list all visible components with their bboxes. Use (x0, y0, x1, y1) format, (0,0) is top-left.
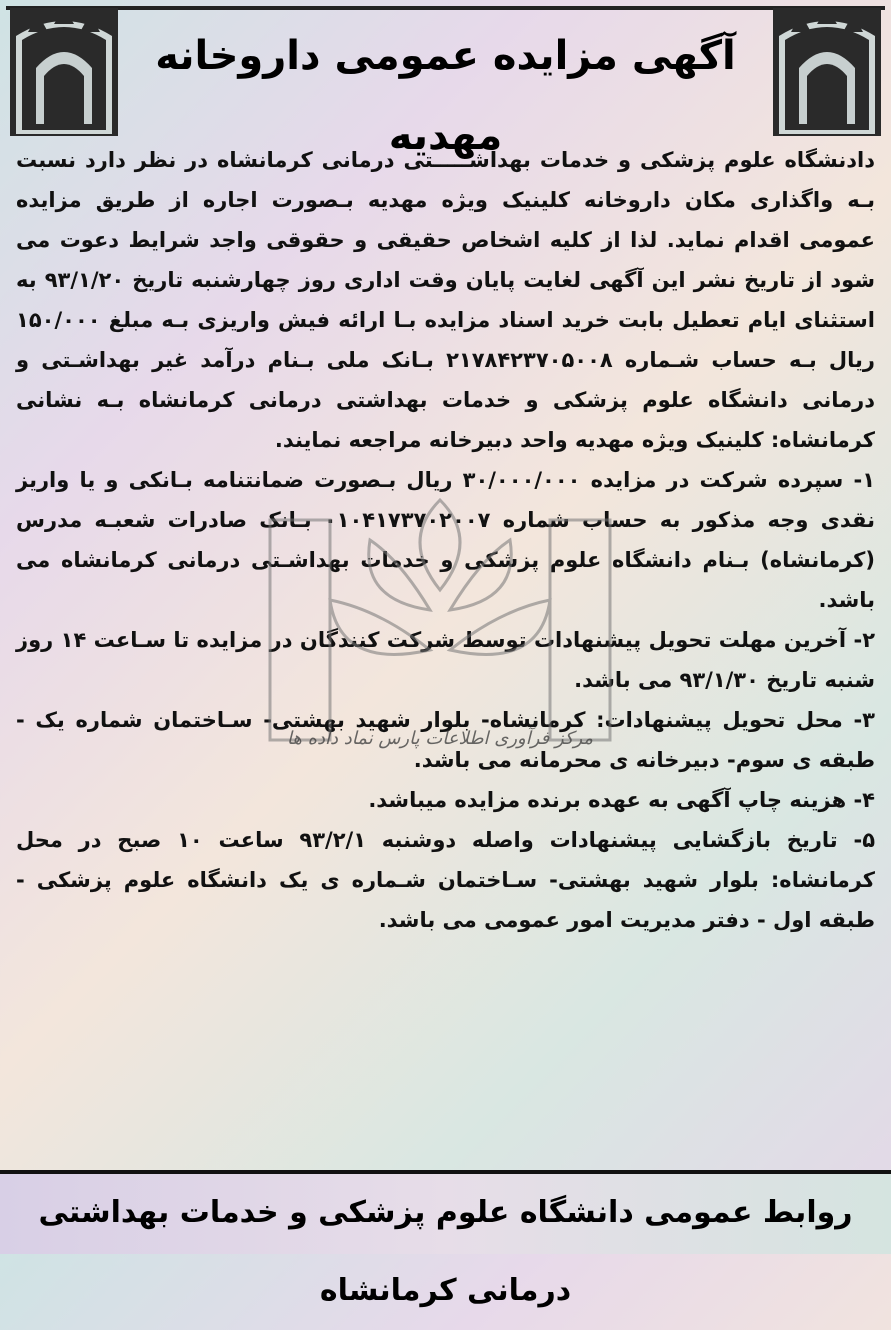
intro-paragraph: دادنشگاه علوم پزشکی و خدمات بهداشـــــتی درمانی کرمانشاه در نظر دارد نسبت بـه واگذاری مکان داروخانه کلینیک ویژه مهدیه بـصورت اجاره از طریق مزایده عمومی اقدام نماید. لذا از کلیه اشخاص حقیقی و حقوقی واجد شرایط دعوت می شود از تاریخ نشر این آگهی لغایت پایان وقت اداری روز چهارشنبه تاریخ ۹۳/۱/۲۰ به استثنای ایام تعطیل بابت خرید اسناد مزایده بـا ارائه فیش واریزی بـه مبلغ ۱۵۰/۰۰۰ ریال بـه حساب شـماره ۲۱۷۸۴۲۳۷۰۵۰۰۸ بـانک ملی بـنام درآمد غیر بهداشـتی و درمانی دانشگاه علوم پزشکی و خدمات بهداشتی درمانی کرمانشاه بـه نشانی کرمانشاه: کلینیک ویژه مهدیه واحد دبیرخانه مراجعه نمایند. (16, 148, 875, 452)
clause-3: ۳- محل تحویل پیشنهادات: کرمانشاه- بلوار شهید بهشتی- سـاختمان شماره یک - طبقه ی سوم- دبیرخانه ی محرمانه می باشد. (16, 708, 875, 772)
watermark-caption: مرکز فرآوری اطلاعات پارس نماد داده ها (286, 728, 594, 749)
footer-banner: روابط عمومی دانشگاه علوم پزشکی و خدمات بهداشتی درمانی کرمانشاه (0, 1174, 891, 1254)
top-border (6, 6, 885, 10)
clause-2: ۲- آخرین مهلت تحویل پیشنهادات توسط شرکت کنندگان در مزایده تا سـاعت ۱۴ روز شنبه تاریخ ۹۳/۱/۳۰ می باشد. (16, 628, 876, 692)
page-title: آگهی مزایده عمومی داروخانه مهدیه (155, 33, 736, 159)
clause-4: ۴- هزینه چاپ آگهی به عهده برنده مزایده میباشد. (368, 788, 875, 812)
university-logo-left (8, 6, 120, 138)
clause-5: ۵- تاریخ بازگشایی پیشنهادات واصله دوشنبه ۹۳/۲/۱ ساعت ۱۰ صبح در محل کرمانشاه: بلوار شهید بهشتی- سـاختمان شـماره ی یک دانشگاه علوم پزشکی - طبقه اول - دفتر مدیریت امور عمومی می باشد. (16, 828, 876, 932)
clause-1: ۱- سپرده شرکت در مزایده ۳۰/۰۰۰/۰۰۰ ریال بـصورت ضمانتنامه بـانکی و یا واریز نقدی وجه مذکور به حساب شماره ۰۱۰۴۱۷۳۷۰۲۰۰۷ بـانک صادرات شعبـه مدرس (کرمانشاه) بـنام دانشگاه علوم پزشکی و خدمات بهداشـتی درمانی کرمانشاه می باشد. (16, 468, 876, 612)
announcement-body (16, 140, 875, 1166)
university-logo-right (771, 6, 883, 138)
